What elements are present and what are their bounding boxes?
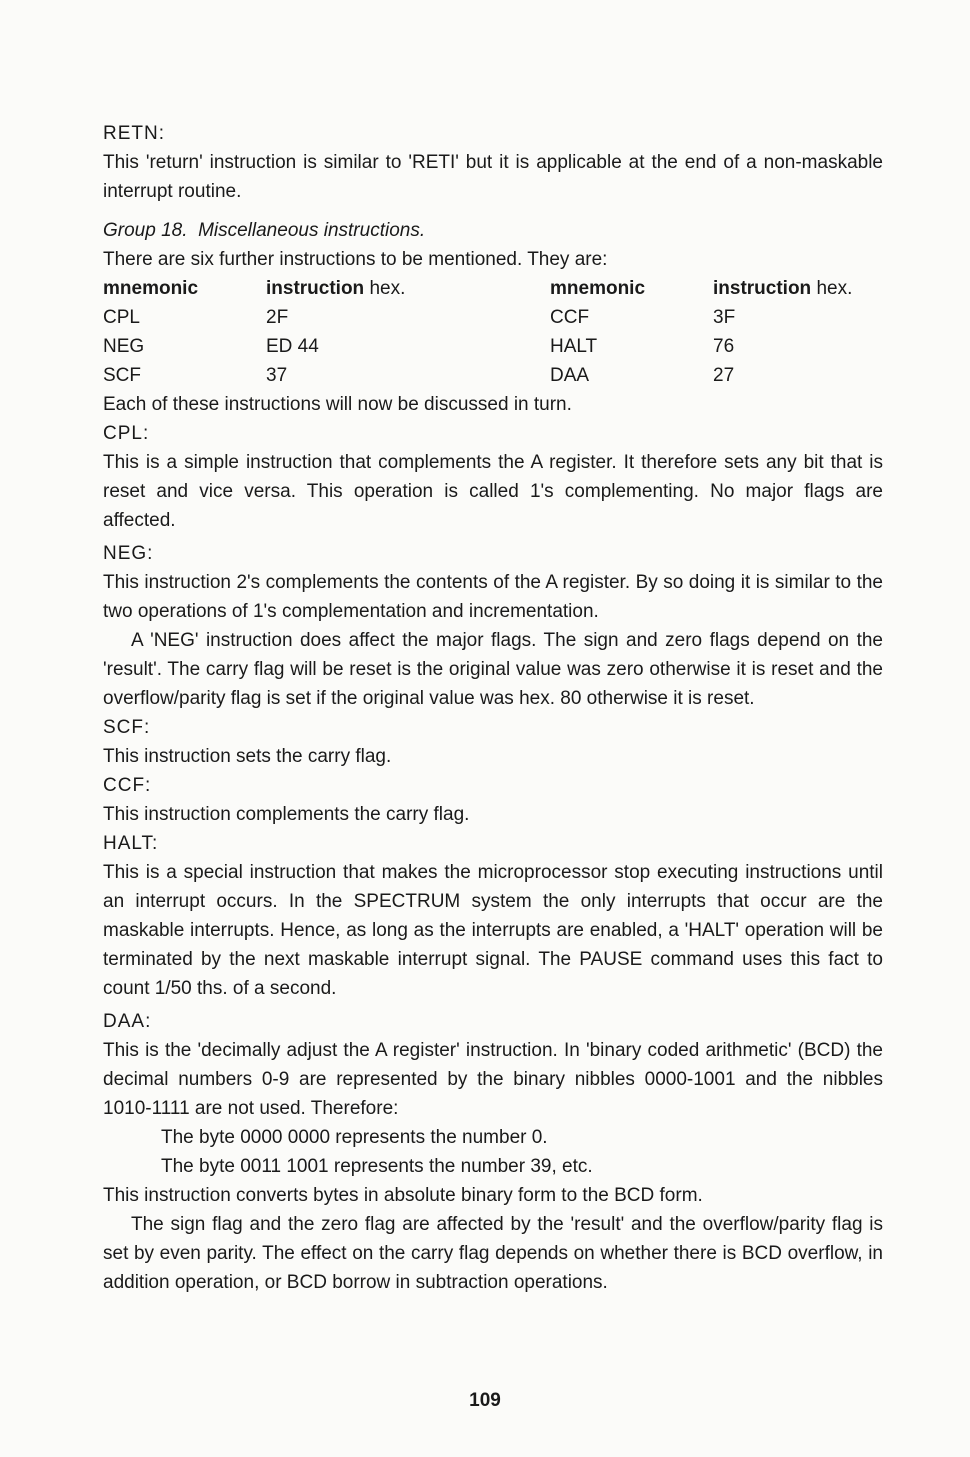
group-label: Group 18. bbox=[103, 220, 188, 241]
table-cell: NEG bbox=[103, 336, 145, 357]
table-row bbox=[103, 303, 883, 332]
neg-paragraph-1: This instruction 2's complements the contents of the A register. By so doing it is similar to the two operations of 1's complementation and incrementation. bbox=[103, 572, 883, 622]
daa-heading: DAA: bbox=[103, 1011, 152, 1032]
table-cell: 3F bbox=[713, 307, 736, 328]
col-header-hex-1: hex. bbox=[369, 278, 406, 299]
col-header-mnemonic-1: mnemonic bbox=[103, 278, 199, 299]
halt-text: This is a special instruction that makes the microprocessor stop executing instructions until an interrupt occurs. In the SPECTRUM system the only interrupts that occur are the maskable interrupts. Hence, as long as the interrupts are enabled, a 'HALT' operation will be terminated by the next maskable interrupt signal. The PAUSE command uses this fact to count 1/50 ths. of a second. bbox=[103, 862, 883, 999]
table-cell: HALT bbox=[550, 336, 598, 357]
table-cell: DAA bbox=[550, 365, 590, 386]
table-cell: CCF bbox=[550, 307, 590, 328]
neg-paragraph-2: A 'NEG' instruction does affect the major flags. The sign and zero flags depend on the 'result'. The carry flag will be reset is the original value was zero otherwise it is reset and the overflow/parity flag is set if the original value was hex. 80 otherwise it is reset. bbox=[103, 630, 883, 709]
cpl-heading: CPL: bbox=[103, 423, 150, 444]
col-header-mnemonic-2: mnemonic bbox=[550, 278, 646, 299]
page-body bbox=[103, 119, 883, 1297]
table-cell: CPL bbox=[103, 307, 140, 328]
scf-heading: SCF: bbox=[103, 717, 151, 738]
group-heading bbox=[103, 216, 883, 245]
table-row bbox=[103, 332, 883, 361]
daa-paragraph-3: The sign flag and the zero flag are affected by the 'result' and the overflow/parity flag is set by even parity. The effect on the carry flag depends on whether there is BCD overflow, in addition operation, or BCD borrow in subtraction operations. bbox=[103, 1214, 883, 1293]
col-header-instruction-hex-2 bbox=[713, 274, 883, 303]
scf-text: This instruction sets the carry flag. bbox=[103, 746, 392, 767]
table-row bbox=[103, 361, 883, 390]
daa-paragraph-2: This instruction converts bytes in absolute binary form to the BCD form. bbox=[103, 1185, 703, 1206]
ccf-text: This instruction complements the carry flag. bbox=[103, 804, 470, 825]
instruction-table bbox=[103, 274, 883, 390]
page-number: 109 bbox=[469, 1390, 501, 1411]
group-intro: There are six further instructions to be mentioned. They are: bbox=[103, 249, 608, 270]
col-header-instruction-1: instruction bbox=[266, 278, 365, 299]
retn-text: This 'return' instruction is similar to 'RETI' but it is applicable at the end of a non-maskable interrupt routine. bbox=[103, 152, 883, 202]
table-cell: 2F bbox=[266, 307, 289, 328]
ccf-heading: CCF: bbox=[103, 775, 152, 796]
daa-example-2: The byte 0011 1001 represents the number 39, etc. bbox=[161, 1156, 593, 1177]
group-title: Miscellaneous instructions. bbox=[198, 220, 426, 241]
neg-heading: NEG: bbox=[103, 543, 154, 564]
table-header-row bbox=[103, 274, 883, 303]
table-cell: SCF bbox=[103, 365, 141, 386]
table-cell: 37 bbox=[266, 365, 288, 386]
halt-heading: HALT: bbox=[103, 833, 159, 854]
daa-example-1: The byte 0000 0000 represents the number 0. bbox=[161, 1127, 548, 1148]
retn-heading: RETN: bbox=[103, 123, 165, 144]
col-header-hex-2: hex. bbox=[816, 278, 853, 299]
col-header-instruction-hex-1 bbox=[266, 274, 550, 303]
table-cell: ED 44 bbox=[266, 336, 319, 357]
cpl-text: This is a simple instruction that complements the A register. It therefore sets any bit that is reset and vice versa. This operation is called 1's complementing. No major flags are affected. bbox=[103, 452, 883, 531]
daa-paragraph-1: This is the 'decimally adjust the A register' instruction. In 'binary coded arithmetic' (BCD) the decimal numbers 0-9 are represented by the binary nibbles 0000-1001 and the nibbles 1010-1111 are not used. Therefore: bbox=[103, 1040, 883, 1119]
after-table-text: Each of these instructions will now be discussed in turn. bbox=[103, 394, 572, 415]
col-header-instruction-2: instruction bbox=[713, 278, 812, 299]
table-cell: 76 bbox=[713, 336, 735, 357]
table-cell: 27 bbox=[713, 365, 735, 386]
